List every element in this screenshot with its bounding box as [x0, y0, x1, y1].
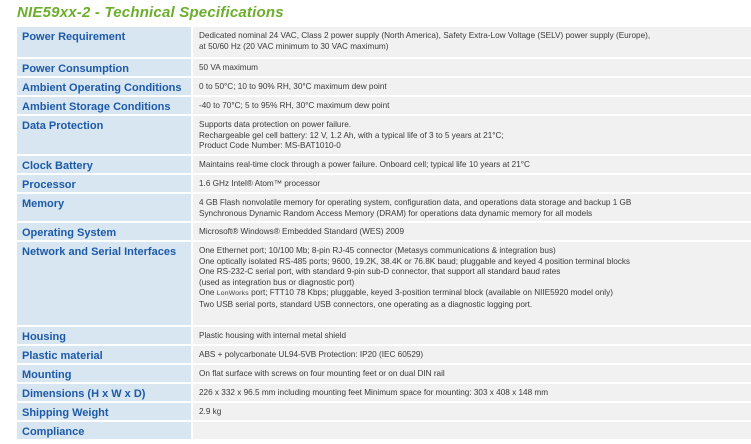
value-line: Rechargeable gel cell battery: 12 V, 1.2 Ah, with a typical life of 3 to 5 years at 21°C;: [199, 130, 504, 140]
value-line: Dedicated nominal 24 VAC, Class 2 power supply (North America), Safety Extra-Low Voltage (SELV) power supply (Europe),: [199, 31, 651, 40]
row-value: [192, 421, 751, 440]
table-row: [17, 345, 751, 364]
table-row: [17, 115, 751, 155]
table-row: [17, 193, 751, 222]
value-line: ABS + polycarbonate UL94-5VB Protection: IP20 (IEC 60529): [199, 350, 424, 359]
table-row: [17, 402, 751, 421]
row-label: Power Requirement: [17, 27, 192, 58]
value-line: One optically isolated RS-485 ports; 9600, 19.2K, 38.4K or 76.8K baud; pluggable and keyed 4 position terminal blocks: [199, 256, 631, 266]
value-line: (used as integration bus or diagnostic port): [199, 277, 355, 287]
table-row: [17, 155, 751, 174]
table-row: [17, 96, 751, 115]
row-value: [192, 27, 751, 58]
value-line: 1.6 GHz Intel® Atom™ processor: [199, 179, 321, 188]
row-value: [192, 241, 751, 326]
row-label: Clock Battery: [17, 155, 192, 174]
row-label: Shipping Weight: [17, 402, 192, 421]
row-value: [192, 193, 751, 222]
table-row: [17, 326, 751, 345]
value-line: 0 to 50°C; 10 to 90% RH, 30°C maximum dew point: [199, 82, 387, 91]
table-row: [17, 77, 751, 96]
value-line: -40 to 70°C; 5 to 95% RH, 30°C maximum dew point: [199, 101, 390, 110]
row-label: Ambient Storage Conditions: [17, 96, 192, 115]
value-line: 2.9 kg: [199, 407, 222, 416]
row-value: [192, 155, 751, 174]
lonworks-suffix: port; FTT10 78 Kbps; pluggable, keyed 3-position terminal block (available on NIIE5920 model only): [248, 288, 613, 297]
table-row: [17, 364, 751, 383]
row-value: [192, 77, 751, 96]
value-line: Two USB serial ports, standard USB connectors, one operating as a diagnostic logging port.: [199, 299, 533, 309]
row-value: [192, 326, 751, 345]
value-line: Synchronous Dynamic Random Access Memory (DRAM) for operations data dynamic memory for all models: [199, 208, 593, 218]
value-line: Maintains real-time clock through a power failure. Onboard cell; typical life 10 years at 21°C: [199, 160, 530, 169]
spec-table: [17, 27, 751, 441]
row-label: Housing: [17, 326, 192, 345]
value-line: at 50/60 Hz (20 VAC minimum to 30 VAC maximum): [199, 41, 389, 51]
table-row: [17, 421, 751, 440]
value-line: [199, 288, 747, 300]
row-label: Data Protection: [17, 115, 192, 155]
row-value: [192, 383, 751, 402]
row-value: [192, 96, 751, 115]
row-label: Mounting: [17, 364, 192, 383]
value-line: Product Code Number: MS-BAT1010-0: [199, 141, 341, 150]
value-line: 4 GB Flash nonvolatile memory for operating system, configuration data, and operations data storage and backup 1 GB: [199, 198, 632, 207]
row-value: [192, 222, 751, 241]
value-line: Microsoft® Windows® Embedded Standard (WES) 2009: [199, 227, 405, 236]
row-value: [192, 115, 751, 155]
lonworks-prefix: One: [199, 288, 217, 297]
table-row: [17, 58, 751, 77]
value-line: 226 x 332 x 96.5 mm including mounting feet Minimum space for mounting: 303 x 408 x 148 mm: [199, 388, 549, 397]
row-label: Plastic material: [17, 345, 192, 364]
row-label: Network and Serial Interfaces: [17, 241, 192, 326]
row-label: Dimensions (H x W x D): [17, 383, 192, 402]
row-label: Compliance: [17, 421, 192, 440]
row-value: [192, 174, 751, 193]
row-label: Power Consumption: [17, 58, 192, 77]
row-label: Operating System: [17, 222, 192, 241]
value-line: Supports data protection on power failure.: [199, 120, 352, 129]
value-line: On flat surface with screws on four mounting feet or on dual DIN rail: [199, 369, 445, 378]
lonworks-brand: LonWorks: [216, 290, 249, 297]
value-line: One Ethernet port; 10/100 Mb; 8-pin RJ-45 connector (Metasys communications & integration bus): [199, 246, 556, 255]
row-label: Processor: [17, 174, 192, 193]
table-row: [17, 241, 751, 326]
row-value: [192, 58, 751, 77]
row-label: Ambient Operating Conditions: [17, 77, 192, 96]
table-row: [17, 174, 751, 193]
row-value: [192, 345, 751, 364]
table-row: [17, 383, 751, 402]
row-value: [192, 402, 751, 421]
value-line: 50 VA maximum: [199, 63, 258, 72]
page-title: NIE59xx-2 - Technical Specifications: [17, 4, 284, 21]
row-label: Memory: [17, 193, 192, 222]
table-row: [17, 222, 751, 241]
value-line: One RS-232-C serial port, with standard 9-pin sub-D connector, that support all standard baud rates: [199, 267, 561, 276]
table-row: [17, 27, 751, 58]
row-value: [192, 364, 751, 383]
value-line: Plastic housing with internal metal shield: [199, 331, 346, 340]
